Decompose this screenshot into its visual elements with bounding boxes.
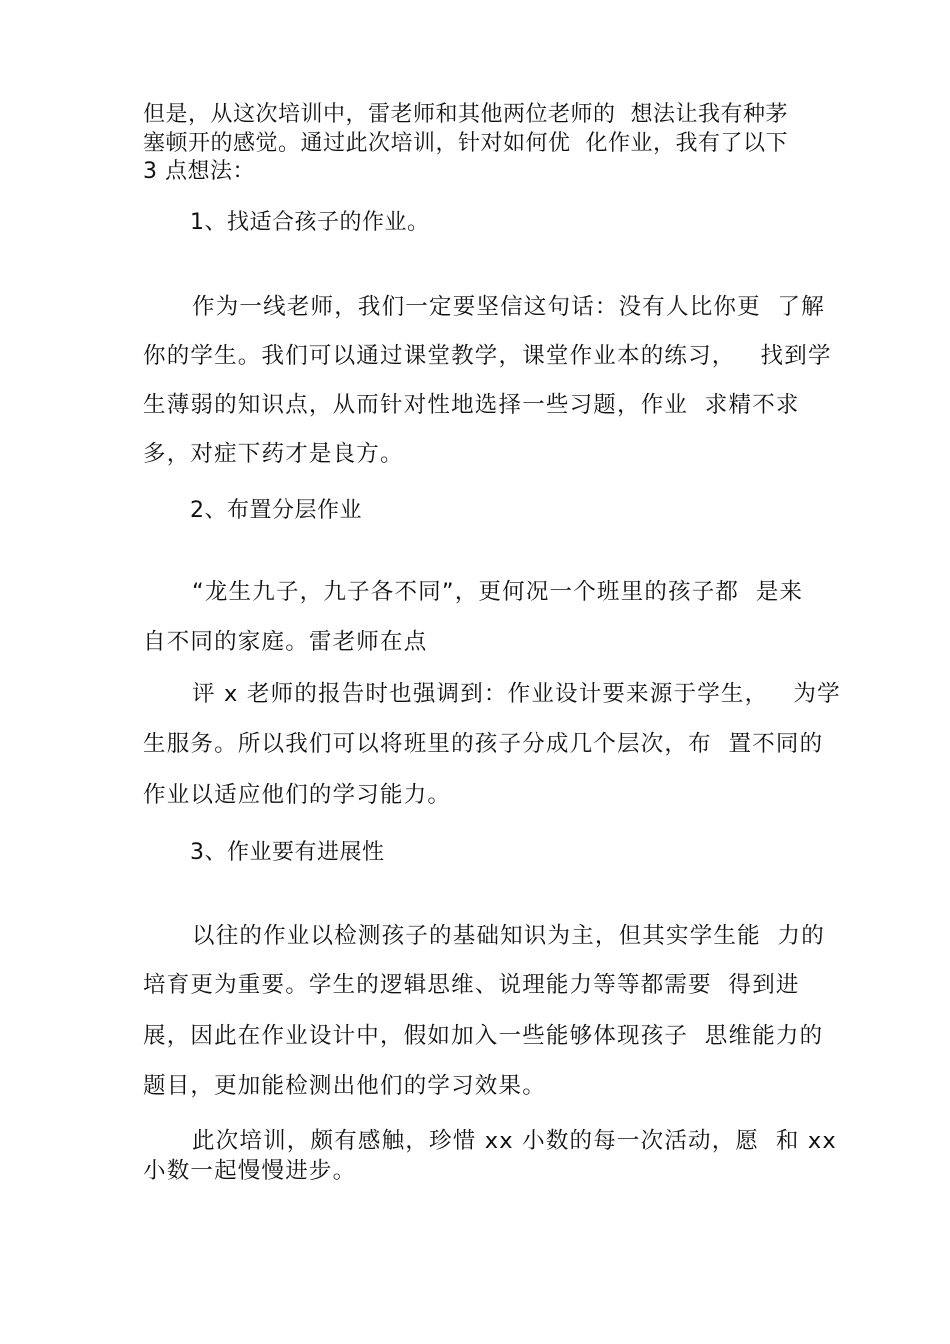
para-4-line-4: 题目，更加能检测出他们的学习效果。 — [143, 1073, 546, 1099]
para-3-line-2: 生服务。所以我们可以将班里的孩子分成几个层次，布 置不同的 — [143, 731, 824, 757]
intro-line-1: 但是，从这次培训中，雷老师和其他两位老师的 想法让我有种茅 — [143, 102, 788, 127]
para-1-line-3: 生薄弱的知识点，从而针对性地选择一些习题，作业 求精不求 — [143, 392, 800, 418]
heading-3: 3、作业要有进展性 — [190, 840, 385, 865]
para-3-line-1: 评 x 老师的报告时也强调到：作业设计要来源于学生， 为学 — [192, 681, 841, 707]
para-5-line-2: 小数一起慢慢进步。 — [143, 1158, 357, 1184]
para-1-line-1: 作为一线老师，我们一定要坚信这句话：没有人比你更 了解 — [192, 294, 825, 320]
intro-line-2: 塞顿开的感觉。通过此次培训，针对如何优 化作业，我有了以下 — [143, 131, 788, 156]
para-3-line-3: 作业以适应他们的学习能力。 — [143, 782, 452, 808]
heading-2: 2、布置分层作业 — [190, 498, 362, 523]
para-5-line-1: 此次培训，颇有感触，珍惜 xx 小数的每一次活动，愿 和 xx — [192, 1128, 837, 1154]
para-1-line-2: 你的学生。我们可以通过课堂教学，课堂作业本的练习， 找到学 — [143, 343, 832, 369]
para-4-line-3: 展，因此在作业设计中，假如加入一些能够体现孩子 思维能力的 — [143, 1023, 824, 1049]
para-2-line-1: “龙生九子，九子各不同”，更何况一个班里的孩子都 是来 — [192, 579, 804, 605]
heading-1: 1、找适合孩子的作业。 — [190, 210, 430, 235]
para-1-line-4: 多，对症下药才是良方。 — [143, 441, 404, 467]
intro-line-3: 3 点想法： — [143, 159, 255, 184]
para-4-line-1: 以往的作业以检测孩子的基础知识为主，但其实学生能 力的 — [192, 923, 825, 949]
para-4-line-2: 培育更为重要。学生的逻辑思维、说理能力等等都需要 得到进 — [143, 972, 800, 998]
para-2-line-2: 自不同的家庭。雷老师在点 — [143, 629, 428, 655]
